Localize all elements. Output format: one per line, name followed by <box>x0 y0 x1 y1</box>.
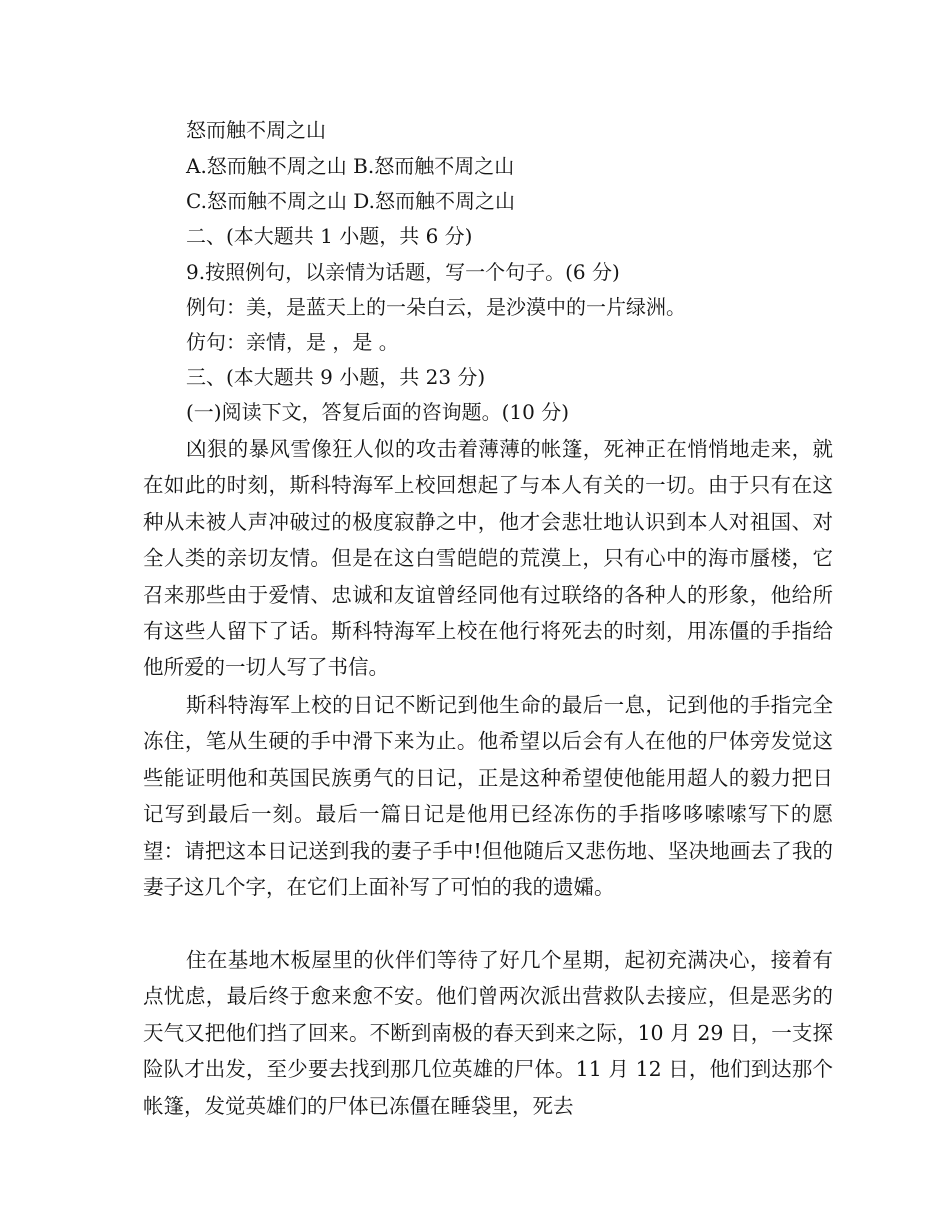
question-8-sentence: 怒而触不周之山 <box>186 118 326 142</box>
question-9-prompt: 9.按照例句，以亲情为话题，写一个句子。(6 分) <box>186 260 620 284</box>
section-2-heading: 二、(本大题共 1 小题，共 6 分) <box>186 224 473 248</box>
passage-paragraph-1: 凶狠的暴风雪像狂人似的攻击着薄薄的帐篷，死神正在悄悄地走来，就在如此的时刻，斯科特海军上校回想起了与本人有关的一切。由于只有在这种从未被人声冲破过的极度寂静之中，他才会悲壮地认识到本人对祖国、对全人类的亲切友情。但是在这白雪皑皑的荒漠上，只有心中的海市蜃楼，它召来那些由于爱情、忠诚和友谊曾经同他有过联络的各种人的形象，他给所有这些人留下了话。斯科特海军上校在他行将死去的时刻，用冻僵的手指给他所爱的一切人写了书信。 <box>143 437 833 680</box>
options-c-d: C.怒而触不周之山 D.怒而触不周之山 <box>186 189 515 213</box>
section-3-heading: 三、(本大题共 9 小题，共 23 分) <box>186 365 486 389</box>
passage-paragraph-2: 斯科特海军上校的日记不断记到他生命的最后一息，记到他的手指完全冻住，笔从生硬的手中滑下来为止。他希望以后会有人在他的尸体旁发觉这些能证明他和英国民族勇气的日记，正是这种希望使他能用超人的毅力把日记写到最后一刻。最后一篇日记是他用已经冻伤的手指哆哆嗦嗦写下的愿望：请把这本日记送到我的妻子手中!但他随后又悲伤地、坚决地画去了我的妻子这几个字，在它们上面补写了可怕的我的遗孀。 <box>143 693 833 900</box>
reading-1-heading: (一)阅读下文，答复后面的咨询题。(10 分) <box>186 400 570 424</box>
options-a-b: A.怒而触不周之山 B.怒而触不周之山 <box>186 154 515 178</box>
example-sentence: 例句：美，是蓝天上的一朵白云，是沙漠中的一片绿洲。 <box>186 295 686 319</box>
passage-paragraph-3: 住在基地木板屋里的伙伴们等待了好几个星期，起初充满决心，接着有点忧虑，最后终于愈来愈不安。他们曾两次派出营救队去接应，但是恶劣的天气又把他们挡了回来。不断到南极的春天到来之际，10 月 29 日，一支探险队才出发，至少要去找到那几位英雄的尸体。11 月 12 日，他们到达那个帐篷，发觉英雄们的尸体已冻僵在睡袋里，死去 <box>143 948 833 1118</box>
imitation-sentence: 仿句：亲情，是 ，是 。 <box>186 330 399 354</box>
